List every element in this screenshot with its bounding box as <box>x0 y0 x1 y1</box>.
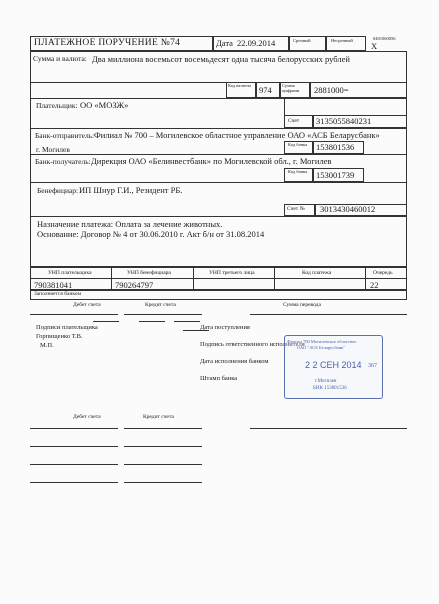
payer-label: Плательщик: <box>36 101 78 110</box>
receiver-bottom-line <box>30 182 407 183</box>
currency-code: 974 <box>259 85 272 95</box>
urgent-label: Срочный <box>293 38 311 43</box>
payer-account: 3135055840231 <box>316 116 372 126</box>
amount-underline <box>30 82 226 83</box>
codes-table-divider <box>30 278 407 279</box>
filled-by-bank-label: Заполняется банком <box>34 291 81 297</box>
stamp-bik: БИК 153801536 <box>313 386 347 391</box>
payer-name: ОО «МОЗЖ» <box>80 100 129 110</box>
payer-signer-name: Горпищенко Т.В. <box>36 333 83 340</box>
received-date-label: Дата поступления <box>200 324 250 331</box>
payer-account-label: Счет <box>288 118 300 124</box>
sign-line-4 <box>183 330 209 331</box>
document-title: ПЛАТЕЖНОЕ ПОРУЧЕНИЕ №74 <box>34 38 181 48</box>
codes-col-3 <box>274 267 275 290</box>
bank-debit-line <box>30 314 118 315</box>
amount-bottom-line <box>30 98 407 99</box>
beneficiary-account-label: Счет № <box>287 206 305 212</box>
amount-words: Два миллиона восемьсот восемьдесят одна тысяча белорусских рублей <box>92 54 350 64</box>
executed-date-label: Дата исполнения банком <box>200 358 269 365</box>
form-code: 0401060056 <box>373 36 396 41</box>
payer-unp-value: 790381041 <box>34 280 73 290</box>
receiver-code-label: Код банка <box>288 169 308 174</box>
bank-stamp-label: Штамп банка <box>200 375 238 382</box>
sender-bank-city: г. Могилев <box>36 145 70 154</box>
bottom-line-6 <box>124 464 202 465</box>
beneficiary-account: 3013430460012 <box>320 204 376 214</box>
nonurgent-label: Несрочный <box>331 38 353 43</box>
codes-header-payer-unp: УНП плательщика <box>48 270 92 276</box>
bottom-line-9 <box>250 428 407 429</box>
bank-sum-line <box>250 314 407 315</box>
sign-line-3 <box>174 321 200 322</box>
sender-code: 153801536 <box>316 142 355 152</box>
priority-value: 22 <box>370 280 379 290</box>
responsible-signature-label: Подпись ответственного исполнителя <box>200 341 305 348</box>
codes-col-1 <box>111 267 112 290</box>
nonurgent-mark: Х <box>371 41 378 51</box>
stamp-line-2: ОАО "АСБ Беларусбанк" <box>297 345 346 350</box>
sum-digits: 2881000= <box>314 85 349 95</box>
sender-bank-label: Банк-отправитель: <box>35 131 95 140</box>
payer-bottom-line <box>30 128 407 129</box>
sign-line-1 <box>93 321 119 322</box>
currency-code-label: Код валюты <box>228 83 251 88</box>
codes-header-payment-code: Код платежа <box>302 270 332 276</box>
bottom-line-8 <box>124 482 202 483</box>
credit-account-label: Кредит счета <box>145 302 176 308</box>
payer-signatures-label: Подписи плательщика <box>36 324 98 331</box>
stamp-line-1: Филиал 700 Могилевское областное <box>287 339 357 344</box>
stamp-date: 2 2 СЕН 2014 <box>305 360 362 370</box>
bottom-line-5 <box>30 464 118 465</box>
bottom-line-1 <box>30 428 118 429</box>
amount-label: Сумма и валюта: <box>33 54 87 63</box>
sender-bank-name: Филиал № 700 – Могилевское областное управление ОАО «АСБ Беларусбанк» <box>94 130 380 140</box>
sign-line-2 <box>139 321 165 322</box>
sender-code-label: Код банка <box>288 142 308 147</box>
receiver-bank-label: Банк-получатель: <box>35 157 91 166</box>
bottom-line-3 <box>30 446 118 447</box>
debit-account-label: Дебет счета <box>73 302 101 308</box>
bottom-line-4 <box>124 446 202 447</box>
bank-credit-line <box>124 314 202 315</box>
date-label: Дата <box>216 38 233 48</box>
date-value: 22.09.2014 <box>237 38 276 48</box>
beneficiary-unp-value: 790264797 <box>115 280 154 290</box>
codes-header-third-party-unp: УНП третьего лица <box>209 270 255 276</box>
beneficiary-name: ИП Шнур Г.И., Резидент РБ. <box>79 185 183 195</box>
receiver-code: 153001739 <box>316 170 355 180</box>
stamp-place-label: М.П. <box>40 342 54 349</box>
stamp-number: 367 <box>368 363 377 369</box>
sum-digits-label: Сумма цифрами <box>282 83 300 93</box>
purpose-line-2: Основание: Договор № 4 от 30.06.2010 г. Акт б/н от 31.08.2014 <box>37 229 265 239</box>
bottom-line-7 <box>30 482 118 483</box>
transfer-sum-label: Сумма перевода <box>283 302 321 308</box>
sender-bottom-line <box>30 154 407 155</box>
codes-col-4 <box>365 267 366 290</box>
beneficiary-label: Бенефициар: <box>37 186 79 195</box>
beneficiary-bottom-line <box>30 216 407 217</box>
bank-section-box <box>30 290 407 300</box>
bottom-credit-label: Кредит счета <box>143 414 174 420</box>
codes-header-priority: Очередь <box>373 270 393 276</box>
bank-stamp <box>284 335 383 399</box>
codes-col-2 <box>193 267 194 290</box>
stamp-city: г.Могилев <box>315 379 337 384</box>
bottom-debit-label: Дебет счета <box>73 414 101 420</box>
codes-header-beneficiary-unp: УНП бенефициара <box>127 270 171 276</box>
purpose-line-1: Назначение платежа: Оплата за лечение животных. <box>37 219 223 229</box>
receiver-bank-name: Дирекция ОАО «Белинвестбанк» по Могилевской обл., г. Могилев <box>91 156 332 166</box>
bottom-line-2 <box>124 428 202 429</box>
